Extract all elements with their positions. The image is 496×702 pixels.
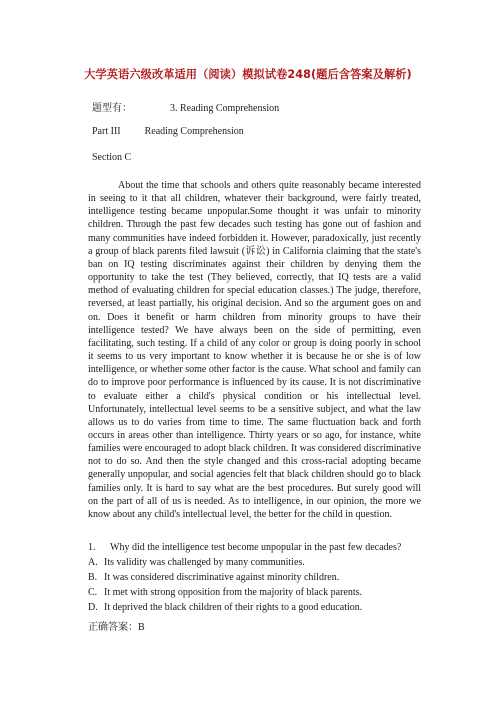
question-type-label: 题型有： — [92, 103, 132, 114]
option-d — [88, 602, 423, 613]
option-b — [88, 572, 423, 583]
section-heading: Section C — [92, 152, 132, 163]
option-text: It met with strong opposition from the majority of black parents. — [104, 587, 363, 598]
option-text: It was considered discriminative against minority children. — [104, 572, 340, 583]
question-type-value: 3. Reading Comprehension — [170, 103, 280, 114]
option-text: Its validity was challenged by many communities. — [104, 557, 305, 568]
question-block — [88, 542, 423, 617]
question-stem: Why did the intelligence test become unpopular in the past few decades? — [110, 542, 402, 553]
part-label: Part III — [92, 126, 121, 137]
document-title: 大学英语六级改革适用（阅读）模拟试卷248(题后含答案及解析) — [84, 68, 412, 81]
reading-passage: About the time that schools and others quite reasonably became interested in seeing to it that all children, whatever their background, were fairly treated, intelligence testing became unpopular.Some thought it was unfair to minority children. Through the past few decades such testing has gone out of fashion and many communities have indeed forbidden it. However, paradoxically, just recently a group of black parents filed lawsuit (诉讼) in California claiming that the state's ban on IQ testing discriminates against their children by denying them the opportunity to take the test (They believed, correctly, that IQ tests are a valid method of evaluating children for special education classes.) The judge, therefore, reversed, at least partially, his original decision. And so the argument goes on and on. Does it benefit or harm children from minority groups to have their intelligence tested? We have always been on the side of permitting, even facilitating, such testing. If a child of any color or group is doing poorly in school it seems to us very important to know whether it is because he or she is of low intelligence, or whether some other factor is the cause. What school and family can do to improve poor performance is influenced by its cause. It is not discriminative to evaluate either a child's physical condition or his intellectual level. Unfortunately, intellectual level seems to be a sensitive subject, and what the law allows us to do varies from time to time. The same fluctuation back and forth occurs in areas other than intelligence. Thirty years or so ago, for instance, white families were encouraged to adopt black children. It was considered discriminative not to do so. And then the style changed and this cross-racial adopting became generally unpopular, and social agencies felt that black children should go to black families only. It is hard to say what are the best procedures. But surely good will on the part of all of us is needed. As to intelligence, in our opinion, the more we know about any child's intellectual level, the better for the child in question. — [88, 180, 421, 520]
part-value: Reading Comprehension — [144, 126, 244, 137]
option-letter: C. — [88, 587, 98, 598]
option-letter: A. — [88, 557, 98, 568]
option-text: It deprived the black children of their rights to a good education. — [104, 602, 363, 613]
option-letter: D. — [88, 602, 98, 613]
option-c — [88, 587, 423, 598]
question-stem-line — [88, 542, 423, 553]
question-type-line — [92, 99, 279, 114]
question-number: 1. — [88, 542, 96, 553]
option-letter: B. — [88, 572, 98, 583]
option-a — [88, 557, 423, 568]
part-heading — [92, 126, 244, 137]
answer-line: 正确答案：B — [88, 622, 145, 633]
